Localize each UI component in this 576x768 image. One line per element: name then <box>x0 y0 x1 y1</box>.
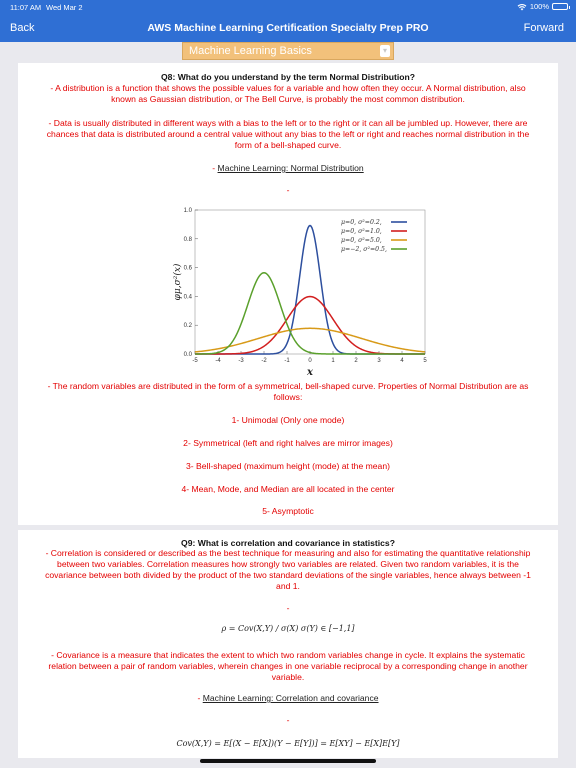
normal-distribution-chart <box>171 204 433 380</box>
y-tick-label: 0.2 <box>183 323 192 330</box>
page-title: AWS Machine Learning Certification Specialty Prep PRO <box>147 22 429 34</box>
answer-text: variable. <box>271 672 305 682</box>
answer-text: between two variables. Correlation measures how strongly two variables are related. Given two random variables, it is the <box>57 559 519 569</box>
answer-text: known as Gaussian distribution, or The Bell Curve, is probably the most common distribution. <box>111 94 465 104</box>
link-prefix: - <box>212 163 218 173</box>
property-item: 4- Mean, Mode, and Median are all located in the center <box>181 484 395 494</box>
navigation-bar <box>0 14 576 42</box>
correlation-formula: ρ = Cov(X,Y) / σ(X) σ(Y) ∈ [−1,1] <box>221 624 355 633</box>
forward-button[interactable]: Forward <box>523 22 564 34</box>
x-tick-label: -4 <box>215 358 221 364</box>
property-item: 1- Unimodal (Only one mode) <box>231 415 345 425</box>
plot-frame <box>195 210 425 354</box>
x-tick-label: 5 <box>423 358 427 364</box>
chevron-down-icon[interactable]: ▾ <box>380 45 390 57</box>
x-tick-label: 0 <box>308 358 312 364</box>
answer-text: - The random variables are distributed in the form of a symmetrical, bell-shaped curve. Properties of Normal Distribution are as <box>47 381 529 391</box>
reference-link-row <box>18 693 558 704</box>
property-item: 5- Asymptotic <box>262 506 314 516</box>
battery-percent: 100% <box>529 2 549 11</box>
legend-label-3: μ=−2, σ²=0.5, <box>341 246 387 253</box>
battery-icon <box>552 3 568 10</box>
separator-dash: - <box>286 185 290 195</box>
answer-text: relation between a pair of random variables, wherein changes in one variable reciprocal by a corresponding change in another <box>48 661 528 671</box>
property-item: 2- Symmetrical (left and right halves are mirror images) <box>183 438 393 448</box>
property-item: 3- Bell-shaped (maximum height (mode) at the mean) <box>186 461 390 471</box>
y-tick-label: 0.8 <box>183 236 192 243</box>
answer-text: and 1. <box>276 581 300 591</box>
question-card-q9 <box>18 530 558 758</box>
back-button[interactable]: Back <box>10 22 35 34</box>
reference-link[interactable]: Machine Learning: Correlation and covariance <box>202 693 379 703</box>
status-bar <box>0 0 576 14</box>
separator-dash: - <box>286 603 290 613</box>
legend-label-1: μ=0, σ²=1.0, <box>341 228 382 235</box>
home-indicator <box>200 759 376 763</box>
y-tick-label: 1.0 <box>183 208 192 214</box>
reference-link-row <box>18 163 558 174</box>
answer-text: - Data is usually distributed in different ways with a bias to the left or to the right or it can all be jumbled up. However, there are <box>48 118 528 128</box>
status-right <box>517 2 568 11</box>
y-tick-label: 0.6 <box>183 265 192 272</box>
x-tick-label: -2 <box>261 358 267 364</box>
x-tick-label: 1 <box>331 358 335 364</box>
answer-text: follows: <box>273 392 303 402</box>
y-tick-label: 0.4 <box>183 294 192 301</box>
x-tick-label: -1 <box>284 358 290 364</box>
y-axis-label: φμ,σ²(x) <box>173 263 183 301</box>
x-axis-label: x <box>307 367 313 378</box>
question-title: Q9: What is correlation and covariance in statistics? <box>181 538 395 548</box>
legend-label-0: μ=0, σ²=0.2, <box>341 219 382 226</box>
question-title: Q8: What do you understand by the term Normal Distribution? <box>160 72 415 82</box>
covariance-formula: Cov(X,Y) = E[(X − E[X])(Y − E[Y])] = E[XY] − E[X]E[Y] <box>176 739 400 748</box>
status-time: 11:07 AM <box>10 3 42 12</box>
link-prefix: - <box>197 693 203 703</box>
answer-text: chances that data is distributed around a central value without any bias to the left or right and reaches normal distribution in the <box>46 129 530 139</box>
y-tick-label: 0.0 <box>183 352 192 358</box>
question-card-q8 <box>18 63 558 525</box>
category-picker[interactable] <box>182 42 394 60</box>
answer-text: covariance between both divided by the product of the two standard deviations of the single variables, hence always between -1 <box>45 570 531 580</box>
x-tick-label: -3 <box>238 358 244 364</box>
legend-label-2: μ=0, σ²=5.0, <box>341 237 382 244</box>
answer-text: - A distribution is a function that shows the possible values for a variable and how often they occur. A Normal distribution, also <box>50 83 526 93</box>
x-tick-label: -5 <box>192 358 198 364</box>
answer-text: form of a bell-shaped curve. <box>234 140 342 150</box>
x-tick-label: 4 <box>400 358 404 364</box>
separator-dash: - <box>286 715 290 725</box>
answer-text: - Correlation is considered or described as the best technique for measuring and also for estimating the quantitative relationship <box>45 548 531 558</box>
category-picker-value: Machine Learning Basics <box>189 45 312 57</box>
wifi-icon <box>517 3 527 11</box>
x-tick-label: 3 <box>377 358 381 364</box>
answer-text: - Covariance is a measure that indicates the extent to which two random variables change in cycle. It explains the systematic <box>51 650 525 660</box>
reference-link[interactable]: Machine Learning: Normal Distribution <box>217 163 364 173</box>
status-date: Wed Mar 2 <box>46 3 83 12</box>
x-tick-label: 2 <box>354 358 358 364</box>
